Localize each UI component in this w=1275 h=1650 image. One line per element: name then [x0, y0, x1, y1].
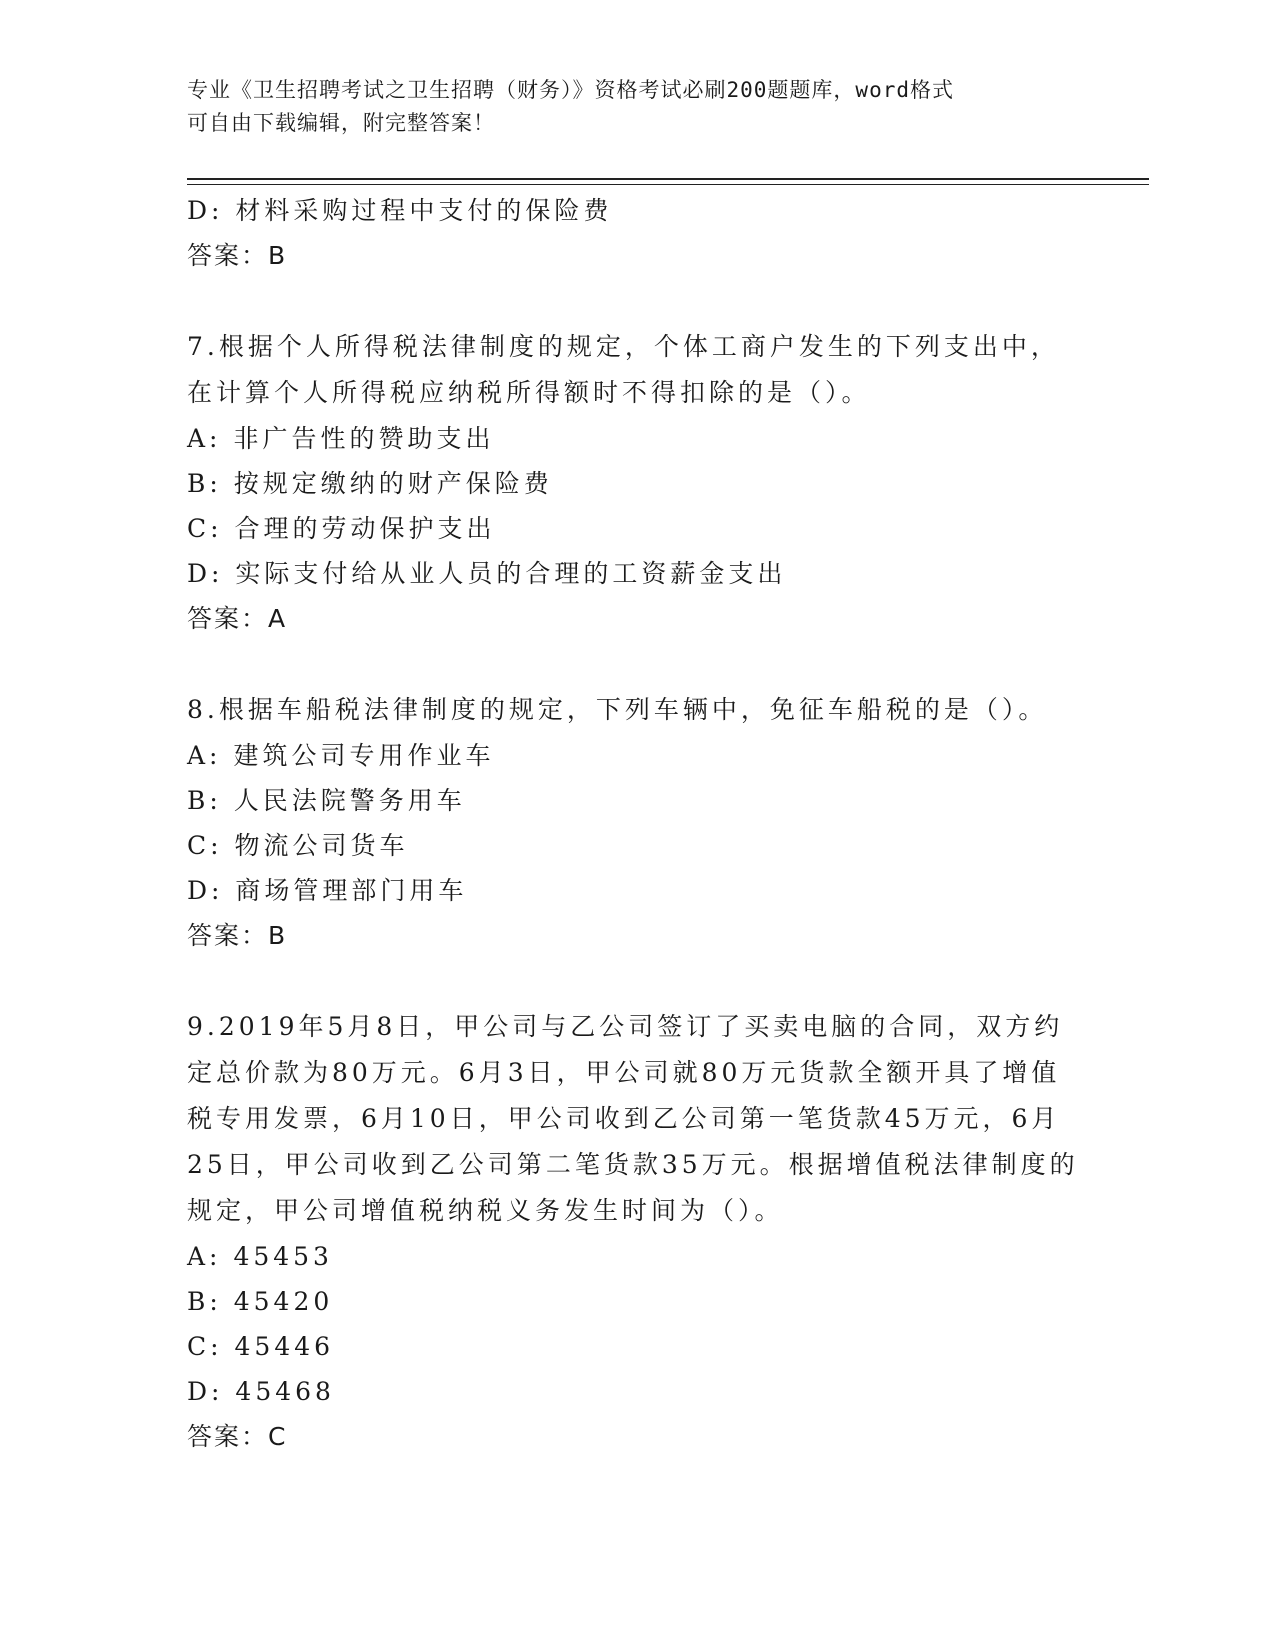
question-stem-line: 9.2019年5月8日，甲公司与乙公司签订了买卖电脑的合同，双方约 — [187, 1012, 1064, 1041]
document-header — [187, 74, 1087, 140]
answer: 答案：C — [187, 1422, 288, 1451]
option-d — [187, 551, 1087, 596]
option-label: A: — [187, 1242, 222, 1271]
header-divider-thin — [187, 184, 1149, 185]
spacer — [187, 642, 1087, 687]
option-label: D: — [187, 876, 224, 905]
option-text: 按规定缴纳的财产保险费 — [233, 469, 553, 498]
spacer — [187, 959, 1087, 1004]
option-text: 45420 — [233, 1287, 334, 1316]
option-b — [187, 461, 1087, 506]
option-d — [187, 188, 1087, 233]
option-text: 合理的劳动保护支出 — [234, 514, 496, 543]
option-label: C: — [187, 1332, 223, 1361]
option-a — [187, 416, 1087, 461]
question-stem-line: 定总价款为80万元。6月3日，甲公司就80万元货款全额开具了增值 — [187, 1058, 1061, 1087]
option-text: 人民法院警务用车 — [233, 786, 466, 815]
question-stem-line: 规定，甲公司增值税纳税义务发生时间为（）。 — [187, 1196, 784, 1225]
header-line-2: 可自由下载编辑，附完整答案！ — [187, 111, 495, 135]
option-label: C: — [187, 514, 223, 543]
question-stem-line: 7.根据个人所得税法律制度的规定，个体工商户发生的下列支出中， — [187, 332, 1060, 361]
option-c — [187, 506, 1087, 551]
option-text: 商场管理部门用车 — [235, 876, 468, 905]
option-a — [187, 1234, 1087, 1279]
question-8 — [187, 687, 1087, 959]
answer: 答案：B — [187, 921, 288, 950]
option-label: B: — [187, 1287, 222, 1316]
option-label: D: — [187, 1377, 224, 1406]
answer: 答案：A — [187, 604, 288, 633]
option-b — [187, 1279, 1087, 1324]
option-text: 物流公司货车 — [234, 831, 409, 860]
option-c — [187, 823, 1087, 868]
option-label: B: — [187, 469, 222, 498]
question-9 — [187, 1004, 1087, 1460]
option-label: D: — [187, 196, 224, 225]
option-text: 45468 — [235, 1377, 335, 1406]
option-text: 45446 — [234, 1332, 335, 1361]
question-stem-line: 8.根据车船税法律制度的规定，下列车辆中，免征车船税的是（）。 — [187, 695, 1048, 724]
header-line-1: 专业《卫生招聘考试之卫生招聘（财务）》资格考试必刷200题题库，word格式 — [187, 78, 954, 102]
option-d — [187, 868, 1087, 913]
header-divider — [187, 178, 1149, 180]
option-label: C: — [187, 831, 223, 860]
option-label: B: — [187, 786, 222, 815]
option-c — [187, 1324, 1087, 1369]
option-label: D: — [187, 559, 224, 588]
option-label: A: — [187, 741, 222, 770]
option-text: 45453 — [233, 1242, 333, 1271]
option-d — [187, 1369, 1087, 1414]
option-b — [187, 778, 1087, 823]
option-text: 实际支付给从业人员的合理的工资薪金支出 — [235, 559, 787, 588]
spacer — [187, 279, 1087, 324]
question-stem-line: 25日，甲公司收到乙公司第二笔货款35万元。根据增值税法律制度的 — [187, 1150, 1079, 1179]
option-text: 非广告性的赞助支出 — [233, 424, 495, 453]
option-text: 材料采购过程中支付的保险费 — [235, 196, 613, 225]
question-7 — [187, 324, 1087, 642]
question-stem-line: 在计算个人所得税应纳税所得额时不得扣除的是（）。 — [187, 378, 871, 407]
option-a — [187, 733, 1087, 778]
option-label: A: — [187, 424, 222, 453]
option-text: 建筑公司专用作业车 — [233, 741, 495, 770]
question-stem-line: 税专用发票，6月10日，甲公司收到乙公司第一笔货款45万元，6月 — [187, 1104, 1061, 1133]
answer: 答案：B — [187, 241, 288, 270]
document-body — [187, 188, 1087, 1460]
